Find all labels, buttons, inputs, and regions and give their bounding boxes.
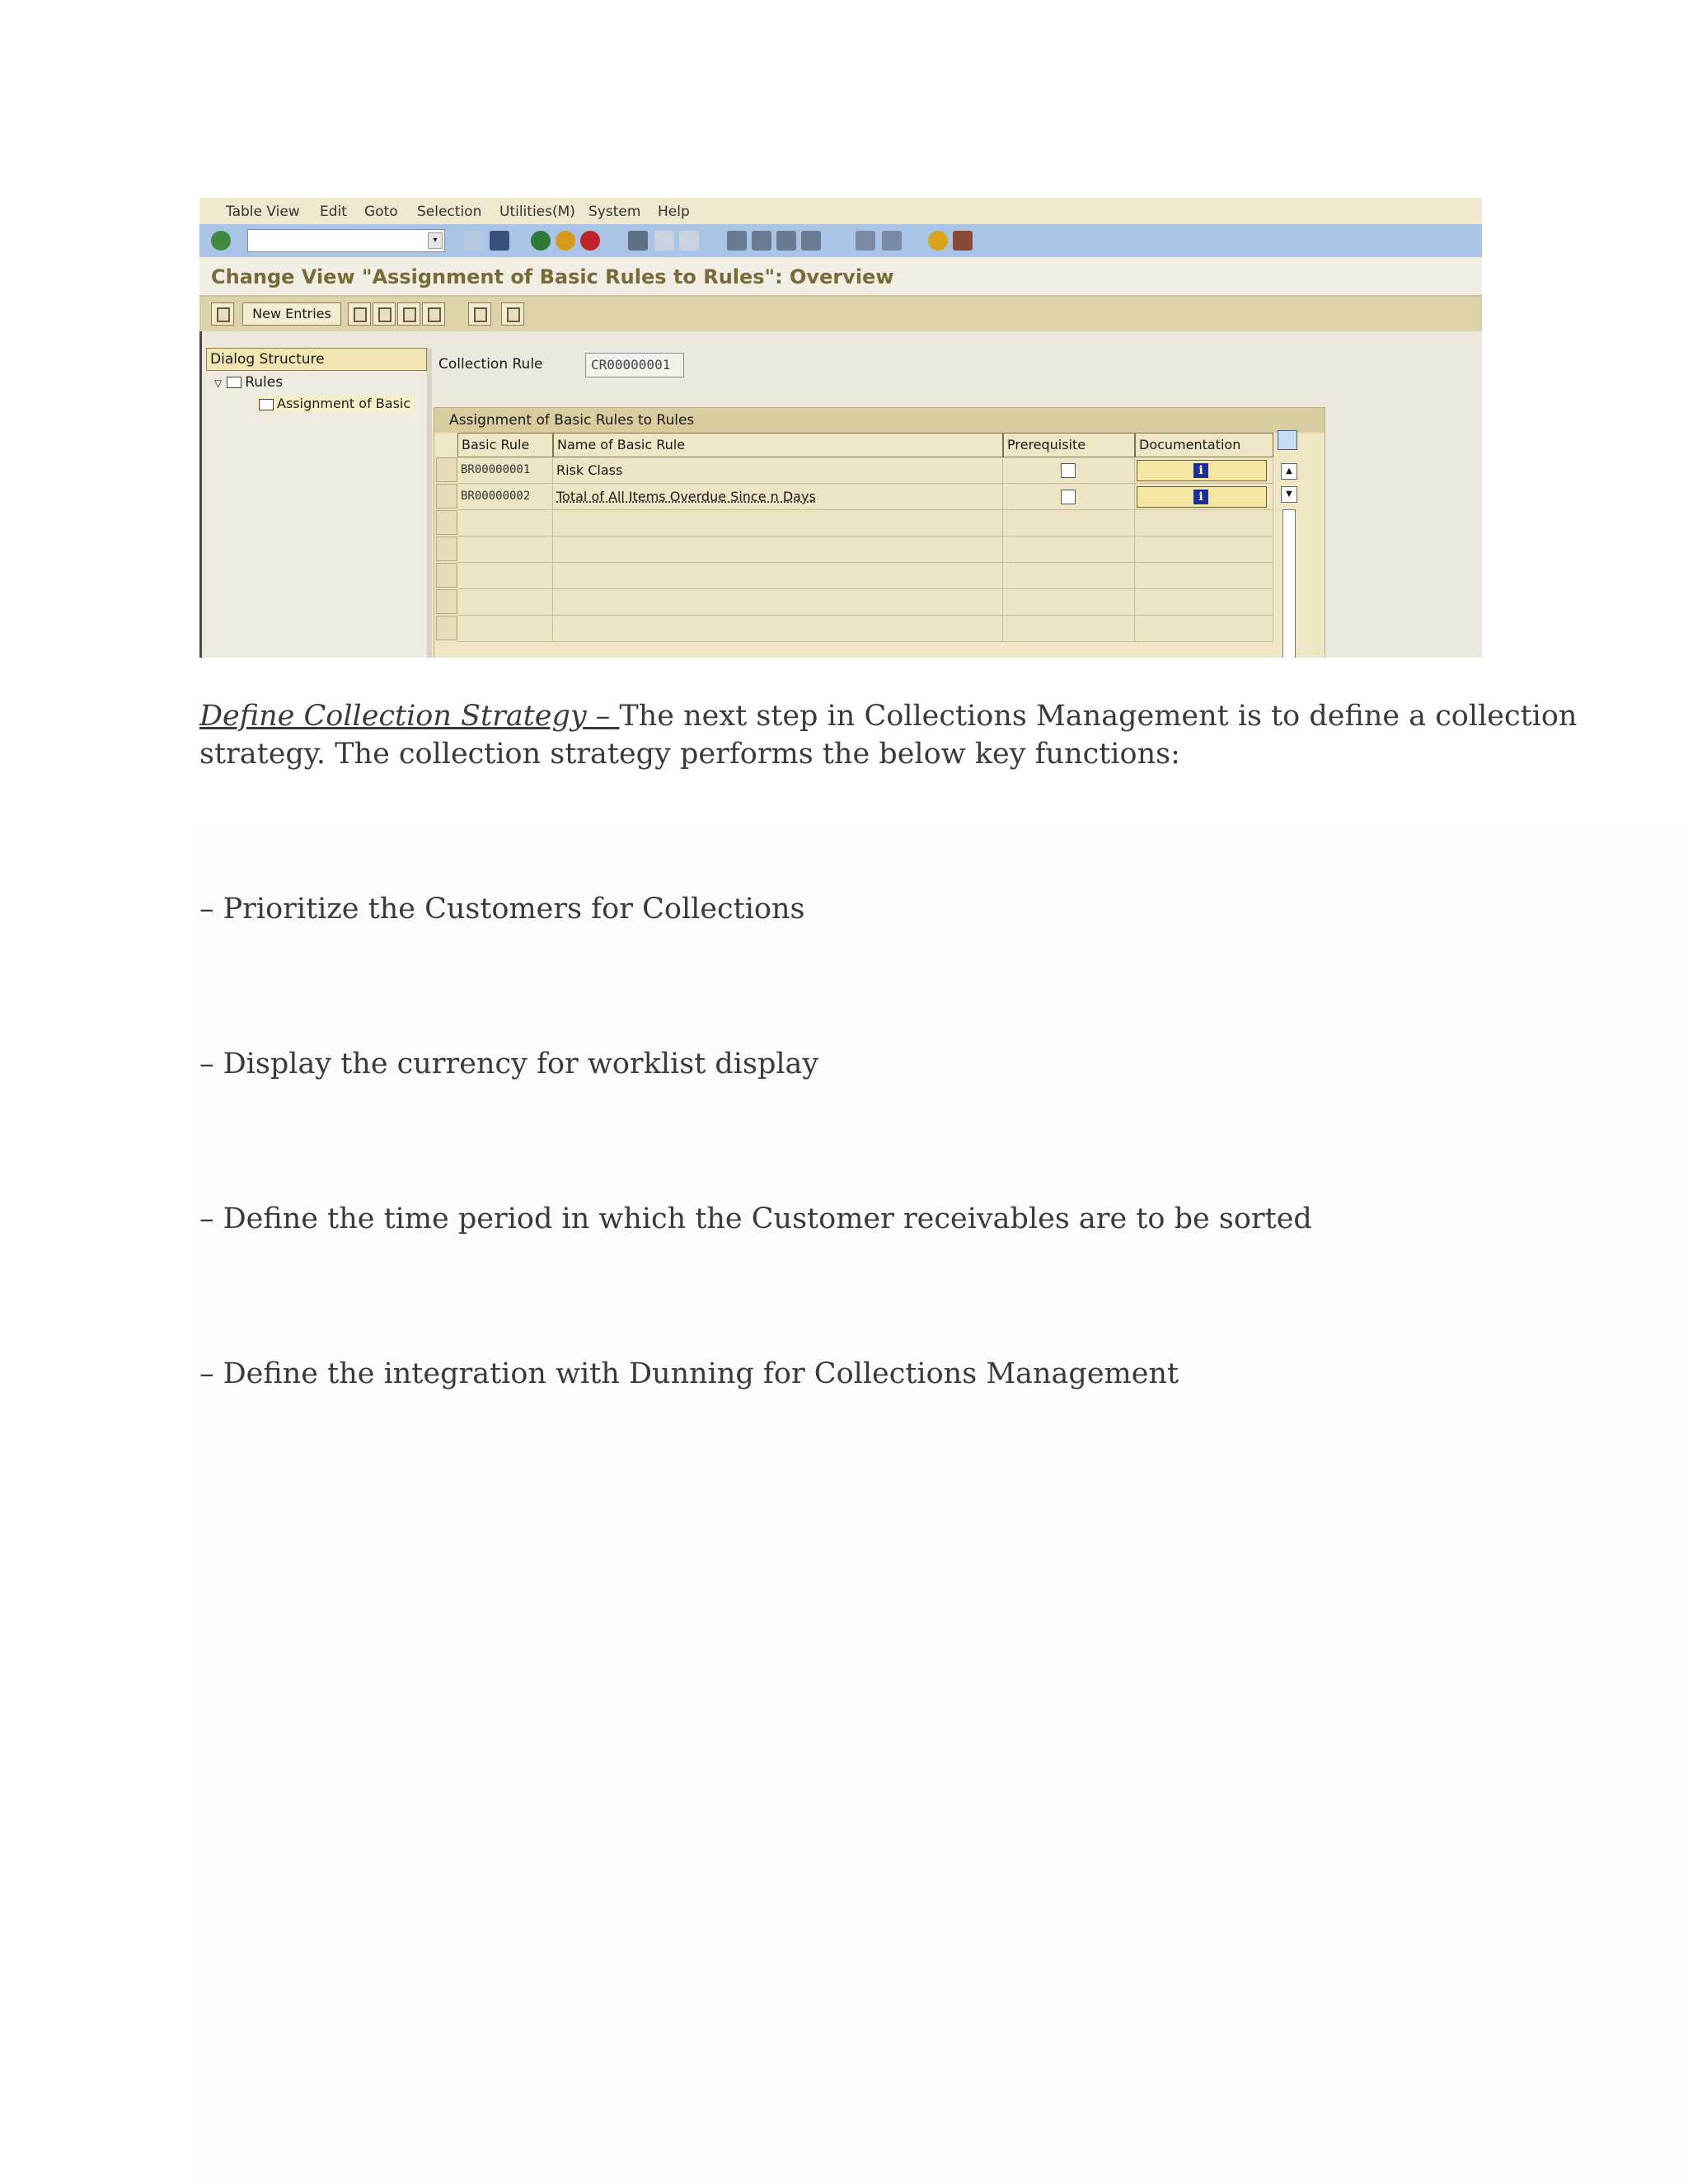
undo-icon[interactable]: [397, 302, 420, 326]
title-bar: [199, 257, 1482, 297]
table-cell-empty: [1003, 510, 1135, 537]
column-header-name[interactable]: Name of Basic Rule: [553, 433, 1003, 457]
save-icon[interactable]: [490, 231, 509, 251]
table-cell-name[interactable]: Total of All Items Overdue Since n Days: [553, 484, 1003, 510]
deselect-all-icon[interactable]: [501, 302, 524, 326]
tree-node-rules[interactable]: [214, 374, 283, 391]
menu-table-view[interactable]: Table View: [226, 204, 300, 220]
bullet-item: – Prioritize the Customers for Collections: [199, 893, 805, 926]
table-cell-empty: [1135, 589, 1273, 616]
menu-help[interactable]: Help: [658, 204, 690, 220]
tree-node-assignment[interactable]: [256, 396, 414, 411]
application-toolbar: [199, 297, 1482, 331]
enter-icon[interactable]: [211, 231, 231, 251]
row-selector[interactable]: [436, 537, 457, 561]
info-icon: i: [1193, 463, 1208, 478]
info-icon: i: [1193, 490, 1208, 504]
page-background: [199, 824, 1688, 2184]
new-entries-button[interactable]: New Entries: [242, 302, 341, 326]
row-selector[interactable]: [436, 510, 457, 535]
next-page-icon[interactable]: [776, 231, 796, 251]
table-cell-name[interactable]: Risk Class: [553, 457, 1003, 484]
prerequisite-checkbox[interactable]: [1061, 490, 1076, 504]
table-cell-empty: [1135, 563, 1273, 589]
expand-triangle-icon[interactable]: ▽: [214, 377, 223, 389]
select-all-icon[interactable]: [422, 302, 445, 326]
menu-system[interactable]: System: [588, 204, 641, 220]
tree-node-assignment-label: Assignment of Basic: [277, 396, 411, 411]
table-cell-empty[interactable]: [553, 510, 1003, 537]
collection-rule-field[interactable]: CR00000001: [585, 353, 684, 377]
menu-utilities[interactable]: Utilities(M): [499, 204, 575, 220]
table-cell-empty[interactable]: [553, 563, 1003, 589]
table-cell-empty[interactable]: [553, 616, 1003, 642]
back-arrow-icon[interactable]: [463, 231, 483, 251]
table-cell-documentation: [1135, 457, 1273, 484]
table-cell-empty[interactable]: [457, 510, 553, 537]
collection-rule-label: Collection Rule: [438, 356, 543, 373]
menu-bar: [199, 198, 1482, 225]
splitter[interactable]: [427, 348, 432, 658]
dialog-structure-panel: [206, 348, 427, 658]
table-cell-empty: [1003, 616, 1135, 642]
table-cell-empty[interactable]: [457, 616, 553, 642]
bullet-item: – Define the time period in which the Customer receivables are to be sorted: [199, 1202, 1312, 1235]
column-header-documentation[interactable]: Documentation: [1135, 433, 1273, 457]
documentation-button[interactable]: [1137, 460, 1267, 481]
table-cell-empty: [1003, 589, 1135, 616]
intro-text-line2: strategy. The collection strategy performs the below key functions:: [199, 738, 1180, 771]
table-cell-empty[interactable]: [553, 589, 1003, 616]
sap-screenshot: [199, 198, 1482, 658]
table-cell-empty: [1135, 537, 1273, 563]
column-header-basic-rule[interactable]: Basic Rule: [457, 433, 553, 457]
table-cell-basic-rule[interactable]: BR00000001: [457, 457, 553, 484]
chevron-down-icon[interactable]: ▾: [428, 232, 443, 249]
intro-paragraph-line1: [199, 697, 1577, 735]
page-title: Change View "Assignment of Basic Rules to Rules": Overview: [211, 265, 894, 288]
command-field[interactable]: [247, 229, 445, 252]
standard-toolbar: [199, 224, 1482, 259]
column-header-prerequisite[interactable]: Prerequisite: [1003, 433, 1135, 457]
delete-icon[interactable]: [373, 302, 396, 326]
folder-icon: [227, 377, 241, 388]
table-caption: Assignment of Basic Rules to Rules: [434, 408, 1325, 433]
bullet-item: – Display the currency for worklist display: [199, 1047, 819, 1080]
previous-page-icon[interactable]: [752, 231, 771, 251]
table-cell-empty: [1135, 616, 1273, 642]
table-control: [434, 407, 1325, 658]
bullet-item: – Define the integration with Dunning for Collections Management: [199, 1357, 1179, 1390]
find-icon[interactable]: [654, 231, 674, 251]
dialog-structure-header: Dialog Structure: [206, 348, 427, 371]
prerequisite-checkbox[interactable]: [1061, 463, 1076, 478]
table-cell-prerequisite: [1003, 484, 1135, 510]
vertical-scrollbar[interactable]: [1282, 509, 1296, 658]
row-selector[interactable]: [436, 484, 457, 509]
row-selector[interactable]: [436, 563, 457, 588]
exit-icon[interactable]: [556, 231, 575, 251]
table-cell-empty[interactable]: [553, 537, 1003, 563]
menu-selection[interactable]: Selection: [417, 204, 482, 220]
display-change-icon[interactable]: [211, 302, 234, 326]
table-cell-documentation: [1135, 484, 1273, 510]
last-page-icon[interactable]: [801, 231, 821, 251]
table-cell-empty[interactable]: [457, 537, 553, 563]
scroll-down-icon[interactable]: ▼: [1281, 486, 1297, 503]
shortcut-icon[interactable]: [882, 231, 902, 251]
menu-goto[interactable]: Goto: [364, 204, 398, 220]
table-grid: [434, 433, 1325, 658]
row-selector[interactable]: [436, 589, 457, 614]
section-heading: Define Collection Strategy –: [199, 700, 620, 733]
documentation-button[interactable]: [1137, 486, 1267, 508]
table-cell-empty[interactable]: [457, 589, 553, 616]
tree-node-rules-label: Rules: [245, 374, 284, 391]
open-folder-icon: [259, 399, 274, 410]
row-selector[interactable]: [436, 457, 457, 482]
table-settings-icon[interactable]: [1278, 430, 1297, 450]
menu-edit[interactable]: Edit: [320, 204, 347, 220]
cancel-icon[interactable]: [580, 231, 600, 251]
table-cell-empty: [1003, 537, 1135, 563]
new-session-icon[interactable]: [856, 231, 875, 251]
help-icon[interactable]: [928, 231, 948, 251]
back-icon[interactable]: [531, 231, 551, 251]
layout-icon[interactable]: [953, 231, 973, 251]
select-block-icon[interactable]: [468, 302, 491, 326]
table-cell-empty: [1003, 563, 1135, 589]
copy-icon[interactable]: [348, 302, 371, 326]
table-cell-empty: [1135, 510, 1273, 537]
intro-text-line1: The next step in Collections Management is to define a collection: [619, 700, 1578, 733]
find-next-icon[interactable]: [679, 231, 699, 251]
table-cell-empty[interactable]: [457, 563, 553, 589]
table-cell-prerequisite: [1003, 457, 1135, 484]
row-selector[interactable]: [436, 616, 457, 640]
scroll-up-icon[interactable]: ▲: [1281, 463, 1297, 480]
table-cell-basic-rule[interactable]: BR00000002: [457, 484, 553, 510]
first-page-icon[interactable]: [727, 231, 747, 251]
print-icon[interactable]: [628, 231, 648, 251]
